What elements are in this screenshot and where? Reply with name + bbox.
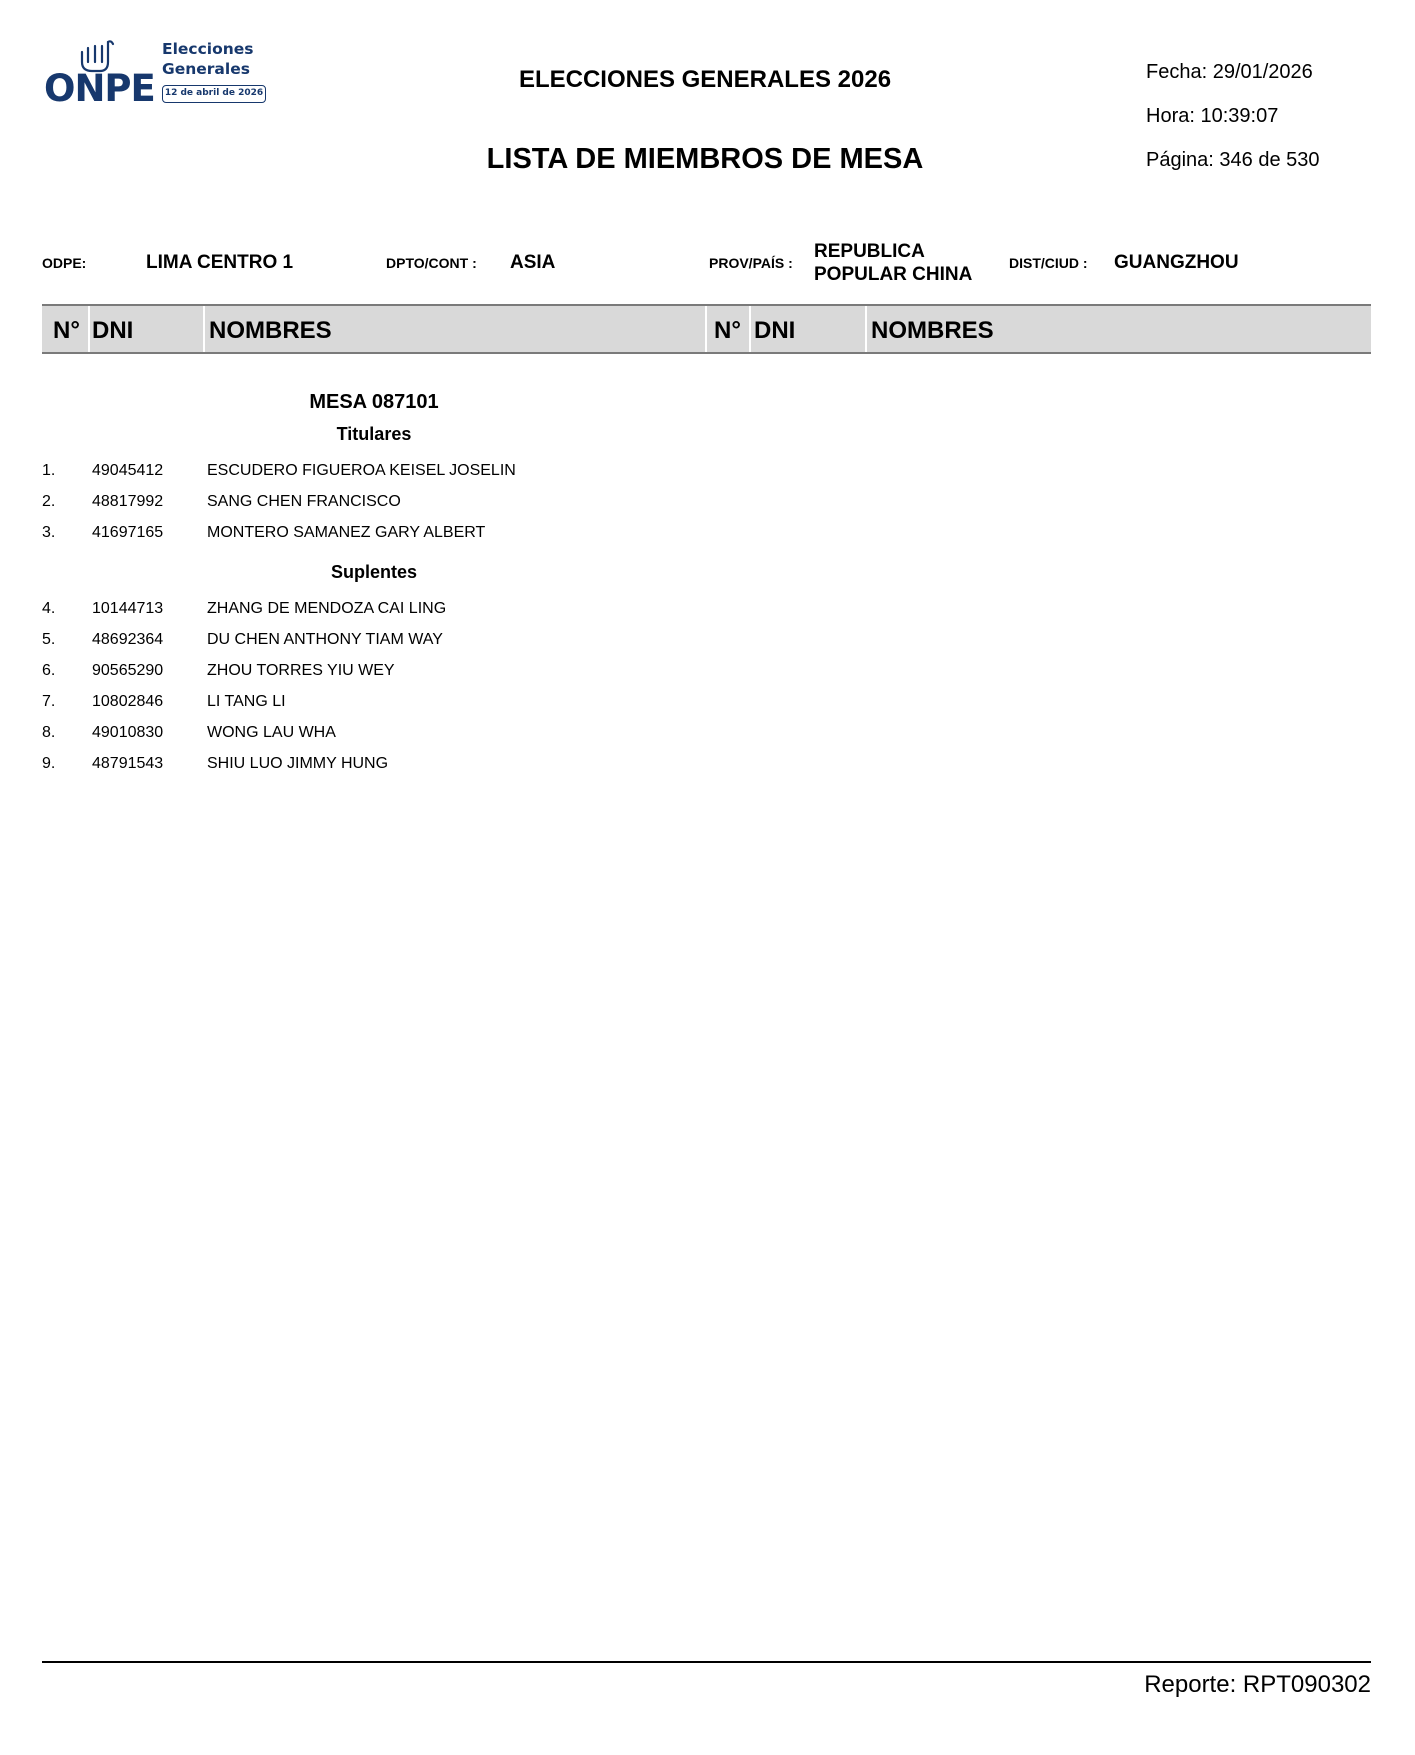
col-num-right: N°	[714, 317, 741, 344]
row-dni: 49010830	[92, 724, 164, 741]
row-name: MONTERO SAMANEZ GARY ALBERT	[207, 524, 486, 541]
col-dni-right: DNI	[754, 317, 796, 344]
column-divider	[88, 306, 90, 352]
row-dni: 48791543	[92, 755, 164, 772]
prov-value-line1: REPUBLICA	[814, 241, 925, 262]
onpe-logo	[42, 38, 274, 116]
col-dni-left: DNI	[92, 317, 134, 344]
row-name: ZHOU TORRES YIU WEY	[207, 662, 395, 679]
mesa-title: MESA 087101	[309, 391, 439, 413]
row-number: 3.	[42, 524, 56, 541]
column-divider	[203, 306, 205, 352]
row-number: 8.	[42, 724, 56, 741]
dpto-label: DPTO/CONT :	[386, 255, 477, 271]
prov-value-line2: POPULAR CHINA	[814, 264, 973, 285]
row-dni: 90565290	[92, 662, 164, 679]
footer-divider	[42, 1661, 1371, 1663]
row-name: SHIU LUO JIMMY HUNG	[207, 755, 389, 772]
onpe-wordmark: ONPE	[44, 67, 155, 110]
odpe-label: ODPE:	[42, 255, 87, 271]
logo-event-line1: Elecciones	[162, 40, 254, 58]
row-number: 6.	[42, 662, 56, 679]
row-number: 7.	[42, 693, 56, 710]
logo-event-line2: Generales	[162, 60, 250, 78]
row-number: 2.	[42, 493, 56, 510]
col-num-left: N°	[53, 317, 80, 344]
dist-label: DIST/CIUD :	[1009, 255, 1088, 271]
hora-text: Hora: 10:39:07	[1146, 105, 1279, 127]
row-dni: 49045412	[92, 462, 164, 479]
document-title: ELECCIONES GENERALES 2026	[518, 66, 892, 93]
titulares-heading: Titulares	[336, 424, 412, 444]
row-dni: 41697165	[92, 524, 164, 541]
column-divider	[865, 306, 867, 352]
prov-value	[814, 240, 984, 286]
row-dni: 10802846	[92, 693, 164, 710]
logo-event-date: 12 de abril de 2026	[162, 85, 266, 103]
prov-label: PROV/PAÍS :	[709, 255, 793, 271]
row-name: ESCUDERO FIGUEROA KEISEL JOSELIN	[207, 462, 516, 479]
col-nombres-right: NOMBRES	[871, 317, 994, 344]
dist-value: GUANGZHOU	[1114, 252, 1239, 273]
row-dni: 10144713	[92, 600, 164, 617]
row-number: 5.	[42, 631, 56, 648]
row-name: ZHANG DE MENDOZA CAI LING	[207, 600, 447, 617]
row-dni: 48692364	[92, 631, 164, 648]
odpe-value: LIMA CENTRO 1	[146, 252, 294, 273]
row-number: 4.	[42, 600, 56, 617]
document-subtitle: LISTA DE MIEMBROS DE MESA	[486, 143, 924, 175]
suplentes-heading: Suplentes	[330, 562, 418, 582]
dpto-value: ASIA	[510, 252, 556, 273]
row-dni: 48817992	[92, 493, 164, 510]
row-name: DU CHEN ANTHONY TIAM WAY	[207, 631, 443, 648]
row-number: 9.	[42, 755, 56, 772]
pagina-text: Página: 346 de 530	[1146, 149, 1320, 171]
row-number: 1.	[42, 462, 56, 479]
row-name: LI TANG LI	[207, 693, 286, 710]
fecha-text: Fecha: 29/01/2026	[1146, 61, 1313, 83]
reporte-code: Reporte: RPT090302	[1144, 1671, 1371, 1698]
col-nombres-left: NOMBRES	[209, 317, 332, 344]
column-divider	[705, 306, 707, 352]
column-header-band	[42, 304, 1371, 354]
column-divider	[749, 306, 751, 352]
row-name: SANG CHEN FRANCISCO	[207, 493, 401, 510]
row-name: WONG LAU WHA	[207, 724, 336, 741]
